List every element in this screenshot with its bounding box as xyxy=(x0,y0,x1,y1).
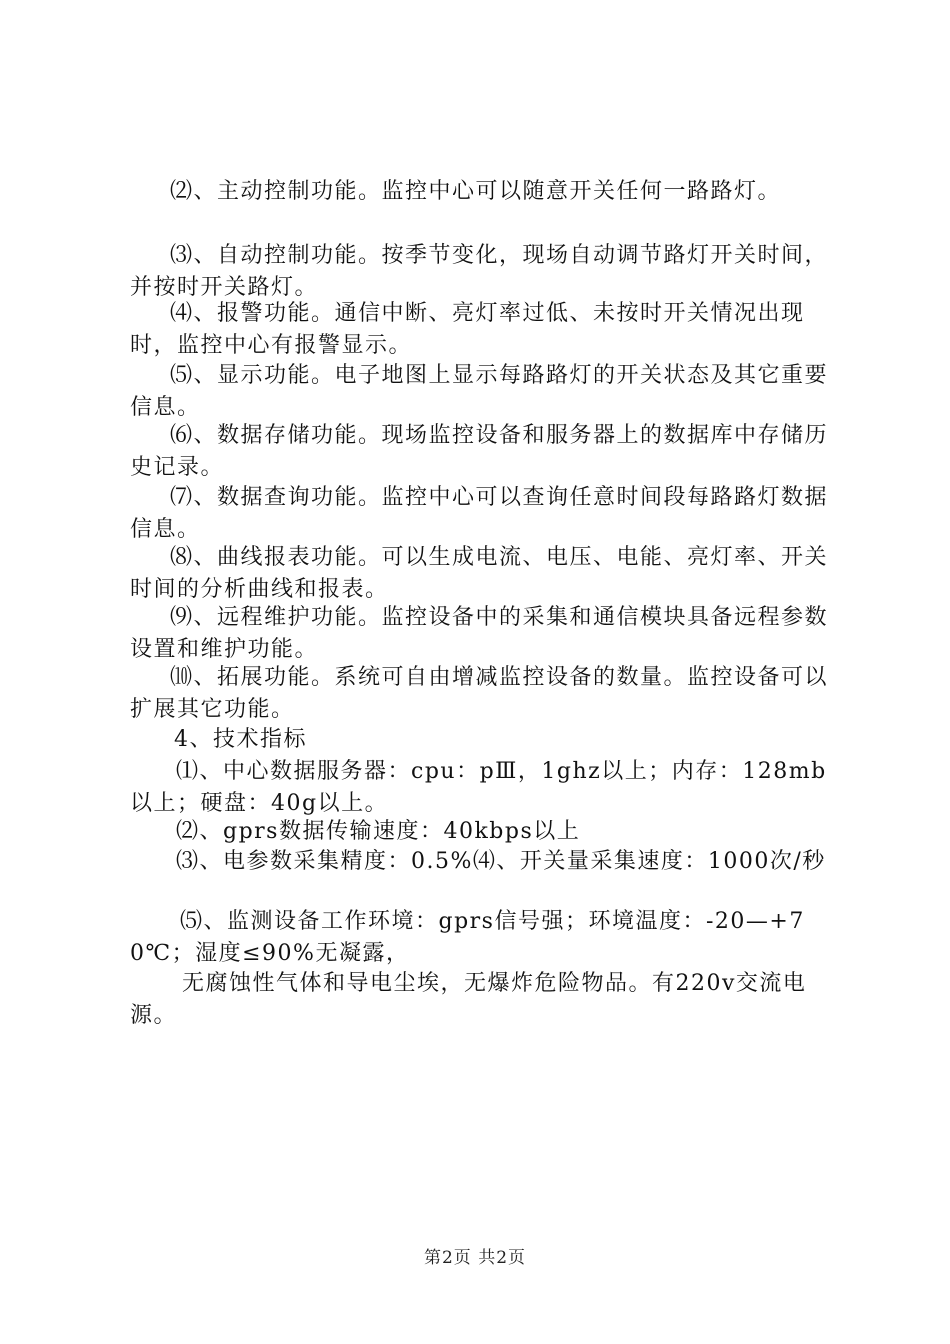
paragraph-alarm: ⑷、报警功能。通信中断、亮灯率过低、未按时开关情况出现时，监控中心有报警显示。 xyxy=(130,301,805,358)
page-footer: 第2页 共2页 xyxy=(423,1248,527,1268)
paragraph-environment: ⑸、监测设备工作环境：gprs信号强；环境温度：-20—+70℃；湿度≤90%无凝露， xyxy=(130,909,805,966)
section-heading-tech-specs: 4、技术指标 xyxy=(174,727,307,752)
paragraph-expansion: ⑽、拓展功能。系统可自由增减监控设备的数量。监控设备可以扩展其它功能。 xyxy=(130,665,829,722)
paragraph-remote-maintenance: ⑼、远程维护功能。监控设备中的采集和通信模块具备远程参数设置和维护功能。 xyxy=(130,605,829,662)
paragraph-active-control: ⑵、主动控制功能。监控中心可以随意开关任何一路路灯。 xyxy=(170,179,782,204)
paragraph-display: ⑸、显示功能。电子地图上显示每路路灯的开关状态及其它重要信息。 xyxy=(130,363,829,420)
paragraph-server-spec: ⑴、中心数据服务器：cpu：pⅢ，1ghz以上；内存：128mb以上；硬盘：40g以上。 xyxy=(130,759,827,816)
paragraph-sampling-precision: ⑶、电参数采集精度：0.5%⑷、开关量采集速度：1000次/秒 xyxy=(176,849,826,874)
paragraph-data-query: ⑺、数据查询功能。监控中心可以查询任意时间段每路路灯数据信息。 xyxy=(130,485,829,542)
paragraph-gprs-speed: ⑵、gprs数据传输速度：40kbps以上 xyxy=(176,819,581,844)
paragraph-data-storage: ⑹、数据存储功能。现场监控设备和服务器上的数据库中存储历史记录。 xyxy=(130,423,829,480)
paragraph-auto-control: ⑶、自动控制功能。按季节变化，现场自动调节路灯开关时间，并按时开关路灯。 xyxy=(130,243,829,300)
paragraph-curve-report: ⑻、曲线报表功能。可以生成电流、电压、电能、亮灯率、开关时间的分析曲线和报表。 xyxy=(130,545,829,602)
paragraph-environment-cont: 无腐蚀性气体和导电尘埃，无爆炸危险物品。有220v交流电源。 xyxy=(130,971,807,1028)
